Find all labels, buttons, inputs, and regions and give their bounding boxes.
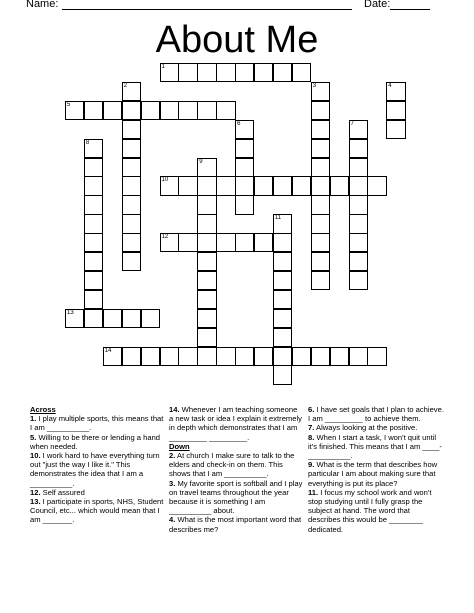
clue-item-text: I participate in sports, NHS, Student Council, etc... which would mean that I am _______.: [30, 497, 164, 525]
grid-cell[interactable]: [197, 309, 216, 328]
grid-cell[interactable]: [197, 328, 216, 347]
grid-cell[interactable]: [160, 347, 179, 366]
grid-cell[interactable]: [197, 290, 216, 309]
clue-item-number: 7.: [308, 423, 315, 433]
grid-cell[interactable]: [122, 195, 141, 214]
grid-cell[interactable]: [141, 309, 160, 328]
grid-cell[interactable]: [197, 63, 216, 82]
grid-cell[interactable]: [216, 347, 235, 366]
clue-item: [169, 515, 303, 533]
clue-item-number: 14.: [169, 405, 180, 414]
name-label: Name:: [26, 0, 59, 10]
clue-item-number: 2.: [169, 451, 176, 461]
grid-cell[interactable]: [178, 101, 197, 120]
grid-cell[interactable]: [160, 176, 179, 195]
grid-cell[interactable]: [367, 347, 386, 366]
grid-cell[interactable]: [292, 63, 311, 82]
clue-number: 13: [67, 309, 74, 316]
clue-item: [30, 433, 164, 451]
grid-cell[interactable]: [235, 120, 254, 139]
clue-item: [30, 488, 164, 497]
grid-cell[interactable]: [65, 101, 84, 120]
clue-number: 6: [237, 120, 241, 127]
grid-cell[interactable]: [197, 214, 216, 233]
grid-cell[interactable]: [349, 252, 368, 271]
grid-cell[interactable]: [122, 176, 141, 195]
clue-number: 14: [104, 347, 112, 354]
grid-cell[interactable]: [84, 290, 103, 309]
grid-cell[interactable]: [122, 252, 141, 271]
grid-cell[interactable]: [122, 82, 141, 101]
clue-item: [30, 414, 164, 432]
grid-cell[interactable]: [197, 101, 216, 120]
clue-item-text: What is the term that describes how particular I am about making sure that everything is put its place?: [308, 460, 438, 488]
grid-cell[interactable]: [235, 176, 254, 195]
grid-cell[interactable]: [160, 233, 179, 252]
grid-cell[interactable]: [311, 252, 330, 271]
clue-item-text: Always looking at the positive.: [314, 423, 418, 433]
grid-cell[interactable]: [349, 195, 368, 214]
grid-cell[interactable]: [273, 290, 292, 309]
clue-item-number: 12.: [30, 487, 41, 497]
grid-cell[interactable]: [122, 309, 141, 328]
grid-cell[interactable]: [122, 158, 141, 177]
grid-cell[interactable]: [122, 233, 141, 252]
grid-cell[interactable]: [65, 309, 84, 328]
grid-cell[interactable]: [349, 214, 368, 233]
grid-cell[interactable]: [84, 139, 103, 158]
grid-cell[interactable]: [311, 195, 330, 214]
grid-cell[interactable]: [311, 158, 330, 177]
grid-cell[interactable]: [349, 347, 368, 366]
grid-cell[interactable]: [292, 176, 311, 195]
grid-cell[interactable]: [197, 176, 216, 195]
grid-cell[interactable]: [349, 139, 368, 158]
grid-cell[interactable]: [273, 252, 292, 271]
grid-cell[interactable]: [235, 158, 254, 177]
clue-number: 4: [388, 82, 392, 89]
grid-cell[interactable]: [254, 347, 273, 366]
grid-cell[interactable]: [311, 139, 330, 158]
grid-cell[interactable]: [349, 176, 368, 195]
clue-item-text: I have set goals that I plan to achieve. I am _________ to achieve them.: [308, 405, 444, 424]
clue-item-number: 4.: [169, 515, 176, 525]
clue-item: [30, 451, 164, 488]
grid-cell[interactable]: [84, 309, 103, 328]
grid-cell[interactable]: [197, 271, 216, 290]
grid-cell[interactable]: [178, 63, 197, 82]
grid-cell[interactable]: [273, 63, 292, 82]
clue-list: [0, 405, 474, 610]
grid-cell[interactable]: [235, 63, 254, 82]
grid-cell[interactable]: [311, 233, 330, 252]
clue-item: [308, 488, 444, 534]
clue-item-number: 9.: [308, 460, 315, 470]
clue-number: 8: [85, 139, 90, 146]
grid-cell[interactable]: [84, 214, 103, 233]
clue-item: [169, 405, 303, 442]
grid-cell[interactable]: [235, 347, 254, 366]
clue-item-number: 10.: [30, 451, 41, 461]
grid-cell[interactable]: [178, 176, 197, 195]
clue-item-number: 8.: [308, 432, 315, 442]
grid-cell[interactable]: [273, 233, 292, 252]
grid-cell[interactable]: [330, 347, 349, 366]
grid-cell[interactable]: [235, 139, 254, 158]
grid-cell[interactable]: [141, 101, 160, 120]
grid-cell[interactable]: [160, 63, 179, 82]
clue-number: 12: [161, 234, 169, 241]
grid-cell[interactable]: [122, 139, 141, 158]
grid-cell[interactable]: [311, 176, 330, 195]
grid-cell[interactable]: [216, 101, 235, 120]
clue-item-text: What is the most important word that describes me?: [169, 515, 302, 534]
grid-cell[interactable]: [311, 82, 330, 101]
grid-cell[interactable]: [349, 120, 368, 139]
grid-cell[interactable]: [84, 176, 103, 195]
clue-number: 9: [199, 158, 203, 165]
clue-number: 2: [123, 82, 128, 89]
grid-cell[interactable]: [84, 233, 103, 252]
grid-cell[interactable]: [197, 347, 216, 366]
grid-cell[interactable]: [216, 176, 235, 195]
grid-cell[interactable]: [197, 252, 216, 271]
grid-cell[interactable]: [311, 347, 330, 366]
grid-cell[interactable]: [349, 158, 368, 177]
clue-item: [169, 451, 303, 479]
grid-cell[interactable]: [273, 328, 292, 347]
grid-cell[interactable]: [235, 195, 254, 214]
grid-cell[interactable]: [273, 309, 292, 328]
grid-cell[interactable]: [367, 176, 386, 195]
clue-item: [308, 460, 444, 488]
clue-item-text: My favorite sport is softball and I play on travel teams throughout the year because it is something I am __________ about.: [169, 478, 303, 516]
clue-item-text: Willing to be there or lending a hand when needed.: [30, 432, 161, 451]
grid-cell[interactable]: [84, 195, 103, 214]
date-label: Date:: [364, 0, 391, 10]
clue-number: 7: [350, 120, 354, 127]
clue-number: 3: [312, 82, 317, 89]
grid-cell[interactable]: [292, 347, 311, 366]
grid-cell[interactable]: [311, 214, 330, 233]
clue-item: [30, 497, 164, 525]
clue-item-number: 1.: [30, 414, 37, 424]
clue-number: 10: [161, 177, 169, 184]
grid-cell[interactable]: [273, 214, 292, 233]
grid-cell[interactable]: [273, 365, 292, 384]
clue-item-text: When I start a task, I won't quit until it's finished. This means that I am ____-__________.: [308, 432, 442, 461]
grid-cell[interactable]: [84, 252, 103, 271]
grid-cell[interactable]: [386, 82, 405, 101]
clue-number: 1: [161, 64, 165, 70]
grid-cell[interactable]: [311, 101, 330, 120]
grid-cell[interactable]: [235, 233, 254, 252]
grid-cell[interactable]: [273, 271, 292, 290]
clue-item: [308, 433, 444, 461]
grid-cell[interactable]: [254, 233, 273, 252]
clue-item-number: 11.: [308, 487, 319, 497]
clue-item-text: Self assured: [40, 487, 85, 497]
clue-column-1: [30, 405, 164, 525]
clue-item-text: I work hard to have everything turn out "just the way I like it." This demonstrates the idea that I am a __________.: [30, 451, 160, 488]
grid-cell[interactable]: [84, 101, 103, 120]
grid-cell[interactable]: [141, 347, 160, 366]
grid-cell[interactable]: [216, 233, 235, 252]
grid-cell[interactable]: [197, 158, 216, 177]
down-heading: Down: [169, 441, 190, 451]
clue-item-text: I play multiple sports, this means that I am __________.: [30, 414, 164, 433]
clue-item-text: At church I make sure to talk to the elders and check-in on them. This shows that I am __________.: [169, 451, 295, 479]
grid-cell[interactable]: [197, 195, 216, 214]
grid-cell[interactable]: [330, 176, 349, 195]
grid-cell[interactable]: [103, 101, 122, 120]
grid-cell[interactable]: [122, 101, 141, 120]
grid-cell[interactable]: [122, 347, 141, 366]
grid-cell[interactable]: [311, 271, 330, 290]
grid-cell[interactable]: [197, 233, 216, 252]
grid-cell[interactable]: [122, 120, 141, 139]
grid-cell[interactable]: [216, 63, 235, 82]
grid-cell[interactable]: [178, 233, 197, 252]
clue-item-text: I focus my school work and won't stop studying until I fully grasp the subject at hand. The word that describes this would be ________ dedicated.: [308, 487, 432, 534]
grid-cell[interactable]: [254, 63, 273, 82]
grid-cell[interactable]: [178, 347, 197, 366]
grid-cell[interactable]: [349, 233, 368, 252]
clue-column-3: [308, 405, 444, 534]
grid-cell[interactable]: [122, 214, 141, 233]
clue-column-2: [169, 405, 303, 534]
clue-item: [308, 423, 444, 432]
grid-cell[interactable]: [273, 176, 292, 195]
clue-item-number: 13.: [30, 497, 41, 507]
grid-cell[interactable]: [349, 271, 368, 290]
grid-cell[interactable]: [103, 347, 122, 366]
clue-item: [169, 479, 303, 516]
clue-number: 5: [67, 101, 71, 108]
grid-cell[interactable]: [386, 120, 405, 139]
grid-cell[interactable]: [103, 309, 122, 328]
clue-item-number: 6.: [308, 405, 315, 414]
grid-cell[interactable]: [386, 101, 405, 120]
grid-cell[interactable]: [273, 347, 292, 366]
page-title: About Me: [155, 19, 319, 61]
grid-cell[interactable]: [84, 271, 103, 290]
grid-cell[interactable]: [84, 158, 103, 177]
clue-item-text: Whenever I am teaching someone a new task or idea I explain it extremely in depth which demonstrates that I am _________ _________.: [169, 405, 302, 442]
grid-cell[interactable]: [254, 176, 273, 195]
clue-item: [308, 405, 444, 423]
clue-item-number: 5.: [30, 432, 37, 442]
grid-cell[interactable]: [160, 101, 179, 120]
across-heading: Across: [30, 405, 56, 414]
grid-cell[interactable]: [311, 120, 330, 139]
clue-item-number: 3.: [169, 478, 176, 488]
clue-number: 11: [274, 215, 282, 222]
